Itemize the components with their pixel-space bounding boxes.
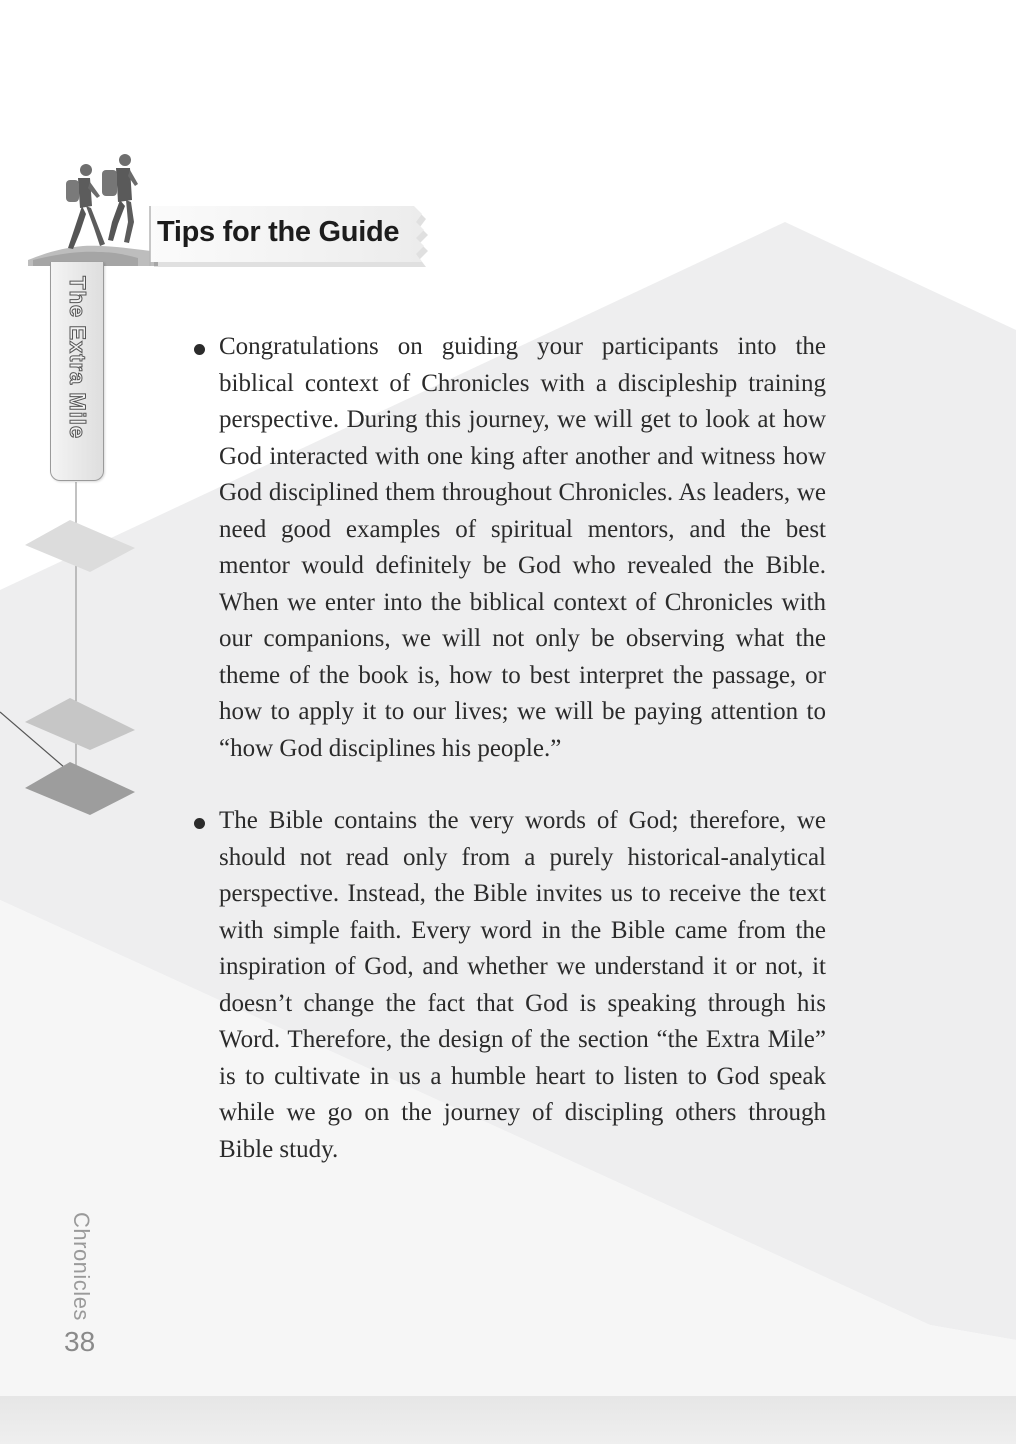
- tip-text: The Bible contains the very words of God; therefore, we should not read only from a purely historical-analytical perspective. Instead, the Bible invites us to receive the text with simple faith. Every word in the Bible came from the inspiration of God, and whether we understand it or not, it doesn’t change the fact that God is speaking through his Word. Therefore, the design of the section “the Extra Mile” is to cultivate in us a humble heart to listen to God speak while we go on the journey of discipling others through Bible study.: [219, 807, 826, 1163]
- diamond-middle: [25, 698, 135, 750]
- tips-content: [190, 329, 826, 1204]
- bullet-icon: [194, 344, 205, 355]
- diamond-top: [25, 520, 135, 572]
- footer-book-name: Chronicles: [69, 1212, 94, 1321]
- hikers-illustration: [28, 148, 158, 266]
- section-side-tab: [50, 262, 104, 481]
- page-title: Tips for the Guide: [157, 216, 400, 248]
- tip-item: [190, 329, 826, 767]
- side-tab-label: The Extra Mile: [65, 276, 90, 440]
- tip-item: [190, 803, 826, 1168]
- diamond-bottom: [25, 762, 135, 815]
- tip-text: Congratulations on guiding your participants into the biblical context of Chronicles with a discipleship training perspective. During this journey, we will get to look at how God interacted with one king after another and witness how God disciplined them throughout Chronicles. As leaders, we need good examples of spiritual mentors, and the best mentor would definitely be God who revealed the Bible. When we enter into the biblical context of Chronicles with our companions, we will not only be observing what the theme of the book is, how to best interpret the passage, or how to apply it to our lives; we will be paying attention to “how God disciplines his people.”: [219, 333, 826, 762]
- bullet-icon: [194, 818, 205, 829]
- page-number: 38: [64, 1326, 96, 1357]
- bottom-strip: [0, 1396, 1016, 1444]
